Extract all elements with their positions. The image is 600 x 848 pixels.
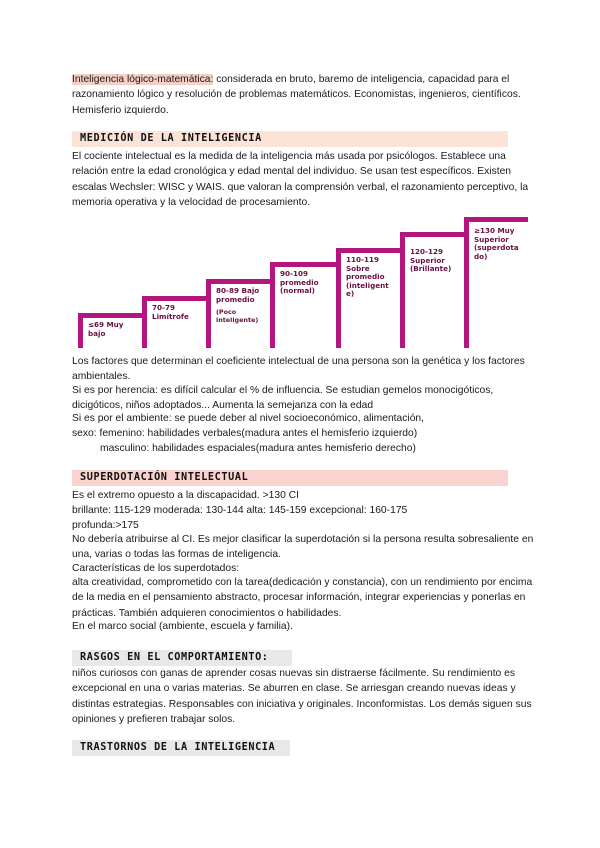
step-label: 70-79 Limítrofe <box>152 303 189 321</box>
step-side <box>464 217 469 348</box>
superdotacion-line-6: alta creatividad, comprometido con la tarea(dedicación y constancia), con un rendimiento por encima de la media en el pensamiento abstracto, procesar información, integrar experiencias y ponerlas en prácticas. También adquieren conocimientos o habilidades. <box>72 577 533 619</box>
step-limitrofe <box>142 296 206 348</box>
step-superior <box>400 232 464 348</box>
superdotacion-line-3: profunda:>175 <box>72 520 139 531</box>
intro-term: Inteligencia lógico-matemática: <box>72 74 214 85</box>
step-bar <box>400 232 464 237</box>
step-muy-bajo <box>78 313 142 348</box>
factors-line-1: Los factores que determinan el coeficiente intelectual de una persona son la genética y los factores ambientales. <box>72 356 525 383</box>
step-side <box>400 232 405 348</box>
step-bajo-promedio <box>206 279 270 348</box>
factors-line-5: masculino: habilidades espaciales(madura antes hemisferio derecho) <box>100 443 416 454</box>
step-promedio <box>270 262 336 348</box>
step-bar <box>142 296 206 301</box>
step-bar <box>206 279 270 284</box>
superdotacion-line-5: Características de los superdotados: <box>72 563 240 574</box>
medicion-paragraph: El cociente intelectual es la medida de la inteligencia más usada por psicólogos. Establece una relación entre la edad cronológica y edad mental del individuo. Se usan test específicos. Existen escalas Wechsler: WISC y WAIS. que valoran la comprensión verbal, el razonamiento perceptivo, la memoria operativa y la velocidad de procesamiento. <box>72 151 529 209</box>
step-bar <box>464 217 528 222</box>
intro-text: considerada en bruto, baremo de inteligencia, capacidad para el razonamiento lógico y resolución de problemas matemáticos. Economistas, ingenieros, científicos. Hemisferio izquierdo. <box>72 74 521 116</box>
factors-line-3: Si es por el ambiente: se puede deber al nivel socioeconómico, alimentación, <box>72 413 425 424</box>
heading-trastornos: TRASTORNOS DE LA INTELIGENCIA <box>72 740 290 756</box>
superdotacion-line-7: En el marco social (ambiente, escuela y familia). <box>72 621 293 632</box>
step-label: 110-119 Sobre promedio (inteligent e) <box>346 255 389 299</box>
step-sublabel: (Poco inteligente) <box>216 308 259 324</box>
factors-line-2: Si es por herencia: es difícil calcular el % de influencia. Se estudian gemelos monocigóticos, dicigóticos, niños adoptados... Aumenta la semejanza con la edad <box>72 385 494 412</box>
step-label: 120-129 Superior (Brillante) <box>410 247 452 274</box>
step-label: 80-89 Bajo promedio <box>216 286 260 304</box>
step-side <box>78 313 83 348</box>
step-bar <box>78 313 142 318</box>
step-side <box>142 296 147 348</box>
superdotacion-line-1: Es el extremo opuesto a la discapacidad. >130 CI <box>72 490 299 501</box>
step-label: ≥130 Muy Superior (superdota do) <box>474 226 519 261</box>
intro-paragraph <box>72 72 542 118</box>
rasgos-paragraph: niños curiosos con ganas de aprender cosas nuevas sin distraerse fácilmente. Su rendimiento es excepcional en una o varias materias. Se aburren en clase. Se arriesgan creando nuevas ideas y distintas estrategias. Responsables con iniciativa y originales. Inconformistas. Los demás siguen sus opiniones y prefieren trabajar solos. <box>72 668 532 726</box>
factors-line-4: sexo: femenino: habilidades verbales(madura antes el hemisferio izquierdo) <box>72 428 418 439</box>
step-muy-superior <box>464 217 528 348</box>
step-sobre-promedio <box>336 248 400 348</box>
step-side <box>270 262 275 348</box>
step-label: ≤69 Muy bajo <box>88 320 124 338</box>
step-bar <box>270 262 336 267</box>
heading-rasgos: RASGOS EN EL COMPORTAMIENTO: <box>72 650 292 666</box>
step-bar <box>336 248 400 253</box>
step-side <box>206 279 211 348</box>
heading-medicion: MEDICIÓN DE LA INTELIGENCIA <box>72 131 508 147</box>
superdotacion-line-2: brillante: 115-129 moderada: 130-144 alta: 145-159 excepcional: 160-175 <box>72 505 408 516</box>
superdotacion-line-4: No debería atribuirse al CI. Es mejor clasificar la superdotación si la persona resulta sobresaliente en una, varias o todas las formas de inteligencia. <box>72 534 534 561</box>
heading-superdotacion: SUPERDOTACIÓN INTELECTUAL <box>72 470 508 486</box>
step-label: 90-109 promedio (normal) <box>280 269 319 296</box>
step-side <box>336 248 341 348</box>
